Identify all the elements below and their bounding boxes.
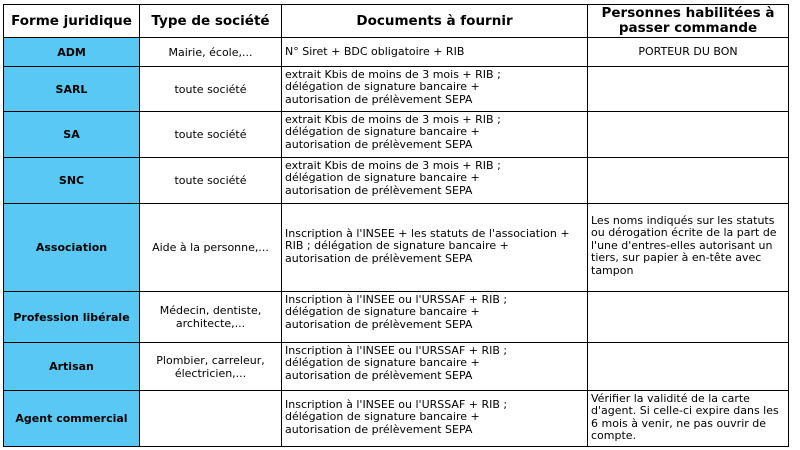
cell-documents: extrait Kbis de moins de 3 mois + RIB ; délégation de signature bancaire + autorisation de prélèvement SEPA [282,158,588,204]
table-row [4,158,789,204]
cell-type: Aide à la personne,... [140,204,282,292]
cell-forme: Association [4,204,140,292]
cell-personnes [588,112,789,158]
cell-personnes [588,67,789,112]
header-forme-juridique: Forme juridique [4,5,140,38]
cell-type: toute société [140,158,282,204]
cell-forme: SA [4,112,140,158]
cell-personnes [588,158,789,204]
cell-documents: Inscription à l'INSEE ou l'URSSAF + RIB ; délégation de signature bancaire + autorisation de prélèvement SEPA [282,391,588,447]
cell-documents: extrait Kbis de moins de 3 mois + RIB ; délégation de signature bancaire + autorisation de prélèvement SEPA [282,67,588,112]
cell-type: toute société [140,67,282,112]
cell-forme: Profession libérale [4,292,140,343]
cell-forme: SARL [4,67,140,112]
table-row [4,391,789,447]
cell-type: Médecin, dentiste, architecte,... [140,292,282,343]
cell-type: Mairie, école,... [140,38,282,67]
table-row [4,67,789,112]
cell-forme: ADM [4,38,140,67]
cell-personnes [588,292,789,343]
cell-personnes [588,343,789,391]
cell-personnes: PORTEUR DU BON [588,38,789,67]
header-personnes: Personnes habilitées à passer commande [588,5,789,38]
table-row [4,292,789,343]
cell-type: Plombier, carreleur, électricien,... [140,343,282,391]
table-row [4,204,789,292]
table-row [4,343,789,391]
header-documents: Documents à fournir [282,5,588,38]
cell-documents: Inscription à l'INSEE ou l'URSSAF + RIB ; délégation de signature bancaire + autorisation de prélèvement SEPA [282,292,588,343]
cell-forme: SNC [4,158,140,204]
cell-documents: Inscription à l'INSEE ou l'URSSAF + RIB ; délégation de signature bancaire + autorisation de prélèvement SEPA [282,343,588,391]
cell-type: toute société [140,112,282,158]
cell-forme: Agent commercial [4,391,140,447]
cell-documents: extrait Kbis de moins de 3 mois + RIB ; délégation de signature bancaire + autorisation de prélèvement SEPA [282,112,588,158]
cell-documents: Inscription à l'INSEE + les statuts de l'association + RIB ; délégation de signature bancaire + autorisation de prélèvement SEPA [282,204,588,292]
header-row [4,5,789,38]
cell-personnes: Vérifier la validité de la carte d'agent. Si celle-ci expire dans les 6 mois à venir, ne pas ouvrir de compte. [588,391,789,447]
cell-personnes: Les noms indiqués sur les statuts ou dérogation écrite de la part de l'une d'entres-elles autorisant un tiers, sur papier à en-tête avec tampon [588,204,789,292]
cell-type [140,391,282,447]
table-row [4,38,789,67]
cell-documents: N° Siret + BDC obligatoire + RIB [282,38,588,67]
cell-forme: Artisan [4,343,140,391]
table-row [4,112,789,158]
legal-forms-table [3,4,789,447]
header-type-societe: Type de société [140,5,282,38]
